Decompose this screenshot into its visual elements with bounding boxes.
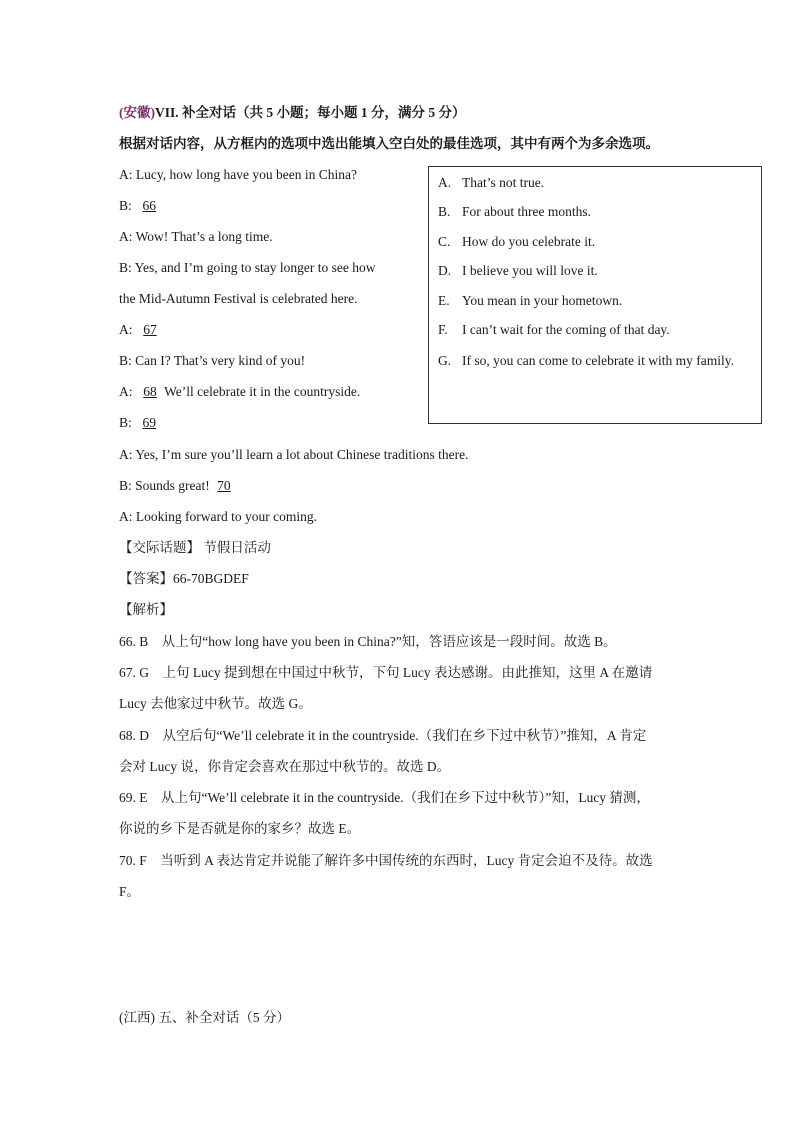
section-title-text: VII. 补全对话（共 5 小题；每小题 1 分，满分 5 分） xyxy=(155,105,466,120)
speaker-label: A: xyxy=(119,384,133,399)
option-letter: B. xyxy=(438,204,451,219)
option-text: How do you celebrate it. xyxy=(462,234,596,249)
dialogue-line xyxy=(119,508,317,526)
speaker-label: B: xyxy=(119,353,132,368)
speaker-label: B: xyxy=(119,198,132,213)
option-text: For about three months. xyxy=(462,204,591,219)
option-letter: C. xyxy=(438,234,451,249)
dialogue-text: Sounds great! xyxy=(135,478,210,493)
speaker-label: A: xyxy=(119,167,133,182)
speaker-label: B: xyxy=(119,415,132,430)
dialogue-line xyxy=(119,166,357,184)
dialogue-text: We’ll celebrate it in the countryside. xyxy=(164,384,361,399)
option-letter: E. xyxy=(438,293,450,308)
section-title xyxy=(119,104,466,122)
dialogue-text: Looking forward to your coming. xyxy=(135,509,317,524)
dialogue-line xyxy=(119,352,305,370)
dialogue-text: Yes, I’m sure you’ll learn a lot about Chinese traditions there. xyxy=(135,447,469,462)
dialogue-text: the Mid-Autumn Festival is celebrated here. xyxy=(119,291,358,306)
explanation-67-line1: 67. G 上句 Lucy 提到想在中国过中秋节，下句 Lucy 表达感谢。由此推知，这里 A 在邀请 xyxy=(119,665,653,680)
blank-70[interactable]: 70 xyxy=(217,478,231,493)
blank-69[interactable]: 69 xyxy=(142,415,157,430)
blank-67[interactable]: 67 xyxy=(143,322,157,337)
topic-line xyxy=(119,539,271,557)
dialogue-line xyxy=(119,228,273,246)
option-text: If so, you can come to celebrate it with my family. xyxy=(462,353,735,368)
options-box xyxy=(428,166,762,424)
blank-66[interactable]: 66 xyxy=(142,198,157,213)
explanation-68-line2: 会对 Lucy 说，你肯定会喜欢在那过中秋节的。故选 D。 xyxy=(119,759,451,774)
dialogue-line xyxy=(119,197,160,215)
region-tag: (安徽) xyxy=(119,105,155,120)
option-letter: D. xyxy=(438,263,452,278)
option-text: I can’t wait for the coming of that day. xyxy=(462,322,670,337)
dialogue-line xyxy=(119,414,160,432)
dialogue-line xyxy=(119,290,357,308)
explanation-70-line2: F。 xyxy=(119,884,141,899)
topic-value: 节假日活动 xyxy=(203,540,271,555)
option-text: That’s not true. xyxy=(462,175,545,190)
explanation-67-line2: Lucy 去他家过中秋节。故选 G。 xyxy=(119,696,312,711)
answer-value: 66-70BGDEF xyxy=(173,571,249,586)
speaker-label: A: xyxy=(119,229,133,244)
option-text: I believe you will love it. xyxy=(462,263,598,278)
option-letter: A. xyxy=(438,175,452,190)
dialogue-text: Can I? That’s very kind of you! xyxy=(135,353,306,368)
speaker-label: A: xyxy=(119,447,133,462)
dialogue-text: Lucy, how long have you been in China? xyxy=(135,167,357,182)
topic-label: 【交际话题】 xyxy=(119,540,200,555)
option-letter: F. xyxy=(438,322,448,337)
dialogue-line xyxy=(119,321,161,339)
dialogue-line xyxy=(119,446,468,464)
next-section-title: (江西) 五、补全对话（5 分） xyxy=(119,1010,290,1025)
dialogue-line xyxy=(119,477,235,495)
dialogue-line xyxy=(119,259,376,277)
speaker-label: A: xyxy=(119,509,133,524)
speaker-label: B: xyxy=(119,478,132,493)
option-letter: G. xyxy=(438,353,452,368)
dialogue-text: Yes, and I’m going to stay longer to see how xyxy=(134,260,376,275)
answer-line xyxy=(119,570,249,588)
explanation-68-line1: 68. D 从空后句“We’ll celebrate it in the countryside.（我们在乡下过中秋节）”推知，A 肯定 xyxy=(119,728,647,743)
answer-label: 【答案】 xyxy=(119,571,173,586)
explanation-69-line2: 你说的乡下是否就是你的家乡？故选 E。 xyxy=(119,821,361,836)
instructions: 根据对话内容，从方框内的选项中选出能填入空白处的最佳选项，其中有两个为多余选项。 xyxy=(119,136,659,151)
blank-68[interactable]: 68 xyxy=(143,384,157,399)
speaker-label: B: xyxy=(119,260,132,275)
analysis-label: 【解析】 xyxy=(119,602,173,617)
explanation-66: 66. B 从上句“how long have you been in China?”知，答语应该是一段时间。故选 B。 xyxy=(119,634,617,649)
speaker-label: A: xyxy=(119,322,133,337)
dialogue-line xyxy=(119,383,360,401)
option-text: You mean in your hometown. xyxy=(462,293,623,308)
explanation-70-line1: 70. F 当听到 A 表达肯定并说能了解许多中国传统的东西时，Lucy 肯定会迫不及待。故选 xyxy=(119,853,653,868)
explanation-69-line1: 69. E 从上句“We’ll celebrate it in the countryside.（我们在乡下过中秋节）”知，Lucy 猜测， xyxy=(119,790,650,805)
dialogue-text: Wow! That’s a long time. xyxy=(135,229,273,244)
